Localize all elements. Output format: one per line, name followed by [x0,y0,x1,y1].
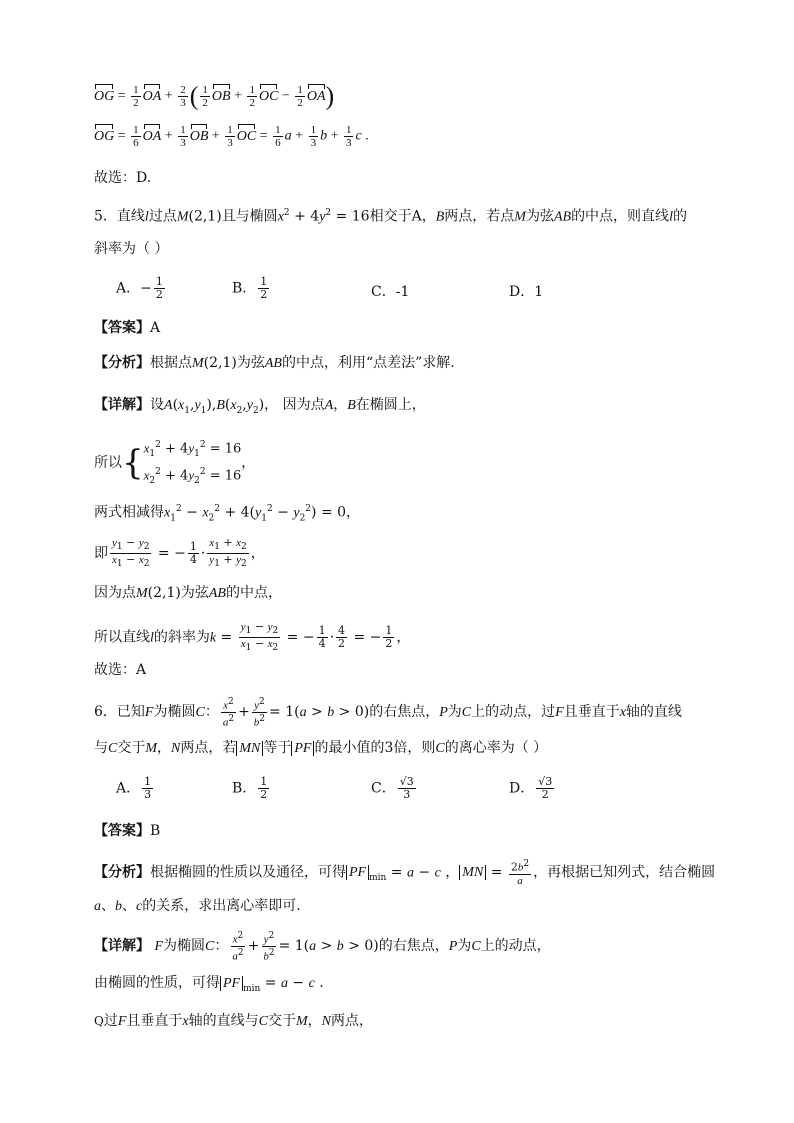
q5-detail-1: 【详解】设$A(x_1,y_1),B(x_2,y_2)$， 因为点A，B在椭圆上， [94,397,426,416]
q6-answer: 【答案】B [94,823,161,839]
q5-stem-line2: 斜率为（ ） [94,241,169,257]
q6-detail-1: 【详解】 F为椭圆C： $\frac{x^2}{a^2}$ + $\frac{y^2}{b^2}$ = 1(a > b > 0)的右焦点，P为C上的动点， [94,931,551,963]
q5-detail-midpoint: 因为点M(2,1)为弦AB的中点， [94,585,282,601]
choice-d: 故选：D. [94,170,152,186]
og-equation-2: OG = $\frac{1}{6}$ OA + $\frac{1}{3}$ OB + $\frac{1}{3}$ OC = $\frac{1}{6}$ a + $\frac{1}{3}$ b + $\frac{1}{3}$ c . [94,124,369,149]
q5-detail-subtract: 两式相减得$x_1^2 - x_2^2 + 4(y_1^2 - y_2^2) = 0$， [94,504,361,524]
q5-detail-slope: 所以直线l的斜率为k = $\frac{y_1 - y_2}{x_1 - x_2}$ = − $\frac{1}{4}$ · $\frac{4}{2}$ = − $\frac{1}{2}$ ， [94,620,411,654]
q6-option-b: B． $\frac{1}{2}$ [232,775,268,801]
q5-detail-ratio: 即 $\frac{y_1 - y_2}{x_1 - x_2}$ = − $\frac{1}{4}$ · $\frac{x_1 + x_2}{y_1 + y_2}$ ， [94,536,265,570]
q6-option-d: D． $\frac{√3}{2}$ [509,775,553,801]
q6-option-a: A． $\frac{1}{3}$ [116,775,152,801]
q6-option-c: C． $\frac{√3}{3}$ [371,775,414,801]
q6-analysis-line1: 【分析】根据椭圆的性质以及通径，可得 PF $_{min}$ = a − c ， MN = $\frac{2b^2}{a}$ ，再根据已知列式，结合椭圆 [94,859,716,887]
q5-choice: 故选：A [94,662,147,678]
q6-stem-line1: 6．已知F为椭圆C： $\frac{x^2}{a^2}$ + $\frac{y^2}{b^2}$ = 1(a > b > 0)的右焦点，P为C上的动点，过F且垂直于x轴的直线 [94,697,682,729]
q6-detail-2: 由椭圆的性质，可得 PF $_{min}$ = a − c . [94,975,324,994]
q5-option-c: C．-1 [371,284,410,300]
q5-analysis: 【分析】根据点M(2,1)为弦AB的中点，利用“点差法”求解. [94,355,455,371]
q5-answer: 【答案】A [94,320,161,336]
q5-option-d: D．1 [509,284,544,300]
og-equation-1: OG = $\frac{1}{2}$ OA + $\frac{2}{3}$ ( $\frac{1}{2}$ OB + $\frac{1}{2}$ OC − $\frac{1}{2}$ OA) [94,81,335,111]
q6-analysis-line2: a、b、c的关系，求出离心率即可. [94,898,301,914]
q5-option-b: B． $\frac{1}{2}$ [232,275,268,301]
q5-option-a: A．− $\frac{1}{2}$ [116,275,163,301]
q6-detail-3: Q过F且垂直于x轴的直线与C交于M，N两点， [94,1013,373,1029]
q5-detail-system: 所以{ $x_1^2 + 4y_1^2 = 16$ $x_2^2 + 4y_2^2 = 16$ ， [94,440,256,486]
q5-stem-line1: 5．直线l过点M(2,1)且与椭圆$x^2 + 4y^2 = 16$相交于A，B两点，若点M为弦AB的中点，则直线l的 [94,208,687,225]
q6-stem-line2: 与C交于M，N两点，若 MN 等于 PF 的最小值的3倍，则C的离心率为（ ） [94,740,548,756]
